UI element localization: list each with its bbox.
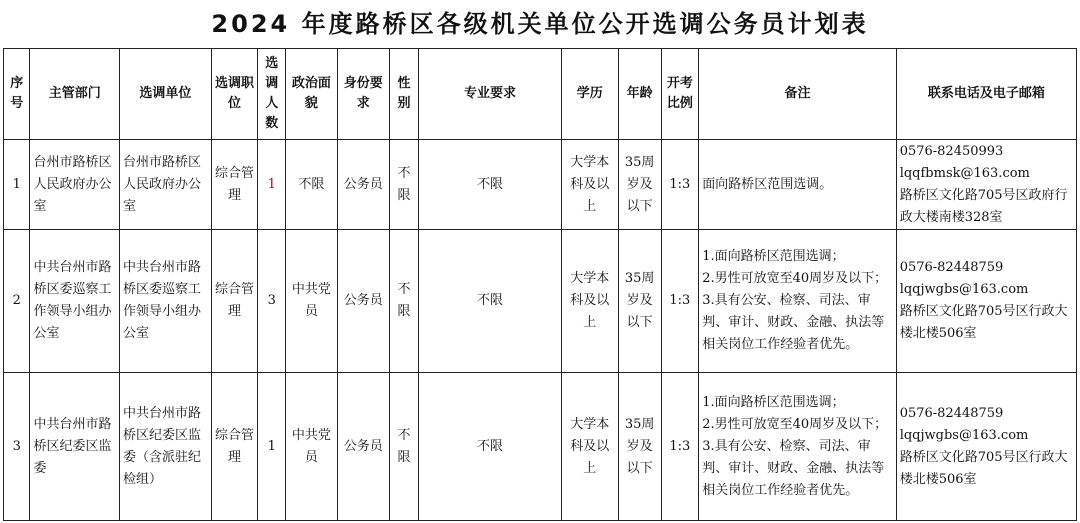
contact-email: lqqfbmsk@163.com <box>899 165 1030 181</box>
cell-political: 中共党员 <box>285 373 337 521</box>
cell-ratio: 1:3 <box>661 373 699 521</box>
cell-major: 不限 <box>419 373 562 521</box>
cell-major: 不限 <box>419 140 562 230</box>
header-contact: 联系电话及电子邮箱 <box>896 49 1076 140</box>
remark-line: 2.男性可放宽至40周岁及以下； <box>702 416 888 432</box>
remark-line: 3.具有公安、检察、司法、审判、审计、财政、金融、执法等相关岗位工作经验者优先。 <box>702 438 885 498</box>
cell-age: 35周岁及以下 <box>618 230 661 373</box>
cell-dept: 中共台州市路桥区委巡察工作领导小组办公室 <box>30 230 120 373</box>
cell-position: 综合管理 <box>211 373 258 521</box>
cell-education: 大学本科及以上 <box>561 230 618 373</box>
contact-phone: 0576-82448759 <box>899 260 1004 275</box>
contact-address: 路桥区文化路705号区行政大楼北楼506室 <box>899 449 1068 487</box>
cell-ratio: 1:3 <box>661 230 699 373</box>
header-major: 专业要求 <box>419 49 562 140</box>
cell-unit: 中共台州市路桥区委巡察工作领导小组办公室 <box>120 230 212 373</box>
cell-contact <box>896 373 1076 521</box>
cell-political: 不限 <box>285 140 337 230</box>
header-seq: 序号 <box>4 49 30 140</box>
contact-address: 路桥区文化路705号区政府行政大楼南楼328室 <box>899 187 1068 225</box>
cell-dept: 台州市路桥区人民政府办公室 <box>30 140 120 230</box>
table-row <box>4 373 1077 521</box>
cell-count: 3 <box>258 230 285 373</box>
header-unit: 选调单位 <box>120 49 212 140</box>
cell-remarks <box>699 140 896 230</box>
header-count: 选调人数 <box>258 49 285 140</box>
header-row <box>4 49 1077 140</box>
cell-age: 35周岁及以下 <box>618 373 661 521</box>
page-title: 2024 年度路桥区各级机关单位公开选调公务员计划表 <box>211 10 869 38</box>
contact-address: 路桥区文化路705号区行政大楼北楼506室 <box>899 304 1068 341</box>
contact-phone: 0576-82450993 <box>899 143 1004 159</box>
header-identity: 身份要求 <box>337 49 389 140</box>
cell-count: 1 <box>258 140 285 230</box>
cell-remarks <box>699 373 896 521</box>
cell-seq: 3 <box>4 373 30 521</box>
header-gender: 性别 <box>389 49 419 140</box>
contact-email: lqqjwgbs@163.com <box>899 427 1029 443</box>
cell-contact <box>896 140 1076 230</box>
header-political: 政治面貌 <box>285 49 337 140</box>
cell-seq: 1 <box>4 140 30 230</box>
cell-unit: 台州市路桥区人民政府办公室 <box>120 140 212 230</box>
cell-ratio: 1:3 <box>661 140 699 230</box>
cell-identity: 公务员 <box>337 230 389 373</box>
cell-gender: 不限 <box>389 230 419 373</box>
cell-identity: 公务员 <box>337 140 389 230</box>
table-row <box>4 230 1077 373</box>
header-ratio: 开考比例 <box>661 49 699 140</box>
cell-contact <box>896 230 1076 373</box>
contact-phone: 0576-82448759 <box>899 405 1004 421</box>
remark-line: 2.男性可放宽至40周岁及以下； <box>702 271 888 286</box>
cell-position: 综合管理 <box>211 230 258 373</box>
header-age: 年龄 <box>618 49 661 140</box>
cell-education: 大学本科及以上 <box>561 140 618 230</box>
remark-line: 1.面向路桥区范围选调； <box>702 249 845 264</box>
cell-major: 不限 <box>419 230 562 373</box>
cell-unit: 中共台州市路桥区纪委区监委（含派驻纪检组） <box>120 373 212 521</box>
header-dept: 主管部门 <box>30 49 120 140</box>
remark-line: 面向路桥区范围选调。 <box>702 176 833 192</box>
cell-position: 综合管理 <box>211 140 258 230</box>
header-education: 学历 <box>561 49 618 140</box>
recruitment-table <box>3 48 1077 521</box>
cell-count: 1 <box>258 373 285 521</box>
cell-identity: 公务员 <box>337 373 389 521</box>
cell-political: 中共党员 <box>285 230 337 373</box>
header-position: 选调职位 <box>211 49 258 140</box>
cell-education: 大学本科及以上 <box>561 373 618 521</box>
cell-remarks <box>699 230 896 373</box>
table-row <box>4 140 1077 230</box>
remark-line: 3.具有公安、检察、司法、审判、审计、财政、金融、执法等相关岗位工作经验者优先。 <box>702 293 885 352</box>
cell-dept: 中共台州市路桥区纪委区监委 <box>30 373 120 521</box>
remark-line: 1.面向路桥区范围选调； <box>702 394 845 410</box>
cell-gender: 不限 <box>389 373 419 521</box>
contact-email: lqqjwgbs@163.com <box>899 282 1029 297</box>
cell-seq: 2 <box>4 230 30 373</box>
header-remarks: 备注 <box>699 49 896 140</box>
cell-age: 35周岁及以下 <box>618 140 661 230</box>
cell-gender: 不限 <box>389 140 419 230</box>
